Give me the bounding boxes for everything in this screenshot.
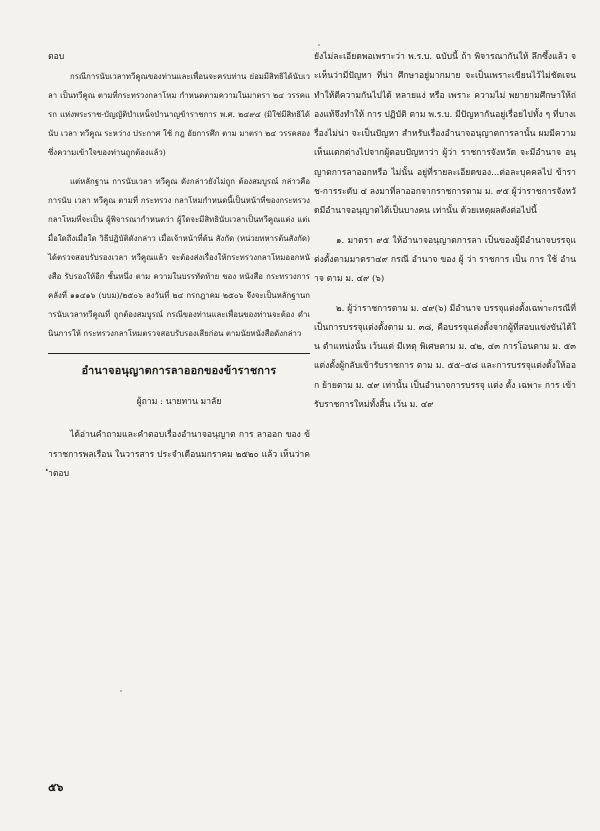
section-divider [48, 353, 310, 354]
answer-paragraph-1: กรณีการนับเวลาทวีคูณของท่านและเพื่อนจะครบท่าน ย่อมมีสิทธิได้นับเวลา เป็นทวีคูณ ตามที่กระทรวงกลาโหม กำหนดตามความในมาตรา ๒๔ วรรคแรก แห่งพระราช-บัญญัติบำเหน็จบำนาญข้าราชการ พ.ศ. ๒๔๙๔ (มิใช่มีสิทธิได้นับ เวลา ทวีคูณ ระหว่าง ประกาศ ใช้ กฎ อัยการศึก ตาม มาตรา ๒๔ วรรคสอง ซึ่งความเข้าใจของท่านถูกต้องแล้ว) [48, 72, 310, 158]
numbered-item-1: ๑. มาตรา ๙๕ ให้อำนาจอนุญาตการลา เป็นของผู้มีอำนาจบรรจุแต่งตั้งตามมาตรา๔๙ กรณี อำนาจ ของ ผู้ ว่า ราชการ เป็น การ ใช้ อำนาจ ตาม ม. ๔๙ (๖) [314, 235, 576, 285]
numbered-item-2: ๒. ผู้ว่าราชการตาม ม. ๔๙(๖) มีอำนาจ บรรจุแต่งตั้งเฉพาะกรณีที่เป็นการบรรจุแต่งตั้งตาม ม. ๓๘, คือบรรจุแต่งตั้งจากผู้ที่สอบแข่งขันได้ใน ตำแหน่งนั้น เว้นแต่ มีเหตุ พิเศษตาม ม. ๔๒, ๔๓ การโอนตาม ม. ๕๓ แต่งตั้งผู้กลับเข้ารับราชการ ตาม ม. ๕๕–๕๘ และการบรรจุแต่งตั้งให้ออก ย้ายตาม ม. ๔๙ เท่านั้น เป็นอำนาจการบรรจุ แต่ง ตั้ง เฉพาะ การ เข้า รับราชการใหม่ทั้งสิ้น เว้น ม. ๔๙ [314, 303, 576, 411]
article-heading: อำนาจอนุญาตการลาออกของข้าราชการ [81, 364, 277, 378]
question-paragraph-continued: ยังไม่ละเอียดพอเพราะว่า พ.ร.บ. ฉบับนี้ ถ้า พิจารณากันให้ ลึกซึ้งแล้ว จะเห็นว่ามีปัญหา ที่น่า ศึกษาอยู่มากมาย จะเป็นเพราะเขียนไว้ไม่ชัดเจน ทำให้ตีความกันไปได้ หลายแง่ หรือ เพราะ ความไม่ พยายามศึกษาให้ถ่องแท้จึงทำให้ การ ปฏิบัติ ตาม พ.ร.บ. มีปัญหากันอยู่เรื่อยไปทั้ง ๆ ที่บางเรื่องไม่น่า จะเป็นปัญหา สำหรับเรื่องอำนาจอนุญาตการลานั้น ผมมีความเห็นแตกต่างไปจากผู้ตอบปัญหาว่า ผู้ว่า ราชการจังหวัด จะมีอำนาจ อนุญาตการลาออกหรือ ไม่นั้น อยู่ที่รายละเอียดของ...ต่อละบุคคลไป ข้าราช-การระดับ ๔ ลงมาที่ลาออกจากราชการตาม ม. ๙๕ ผู้ว่าราชการจังหวัดมีอำนาจอนุญาตได้เป็นบางคน เท่านั้น ด้วยเหตุผลดังต่อไปนี้ [314, 52, 576, 217]
question-paragraph: ได้อ่านคำถามและคำตอบเรื่องอำนาจอนุญาต การ ลาออก ของ ข้าราชการพลเรือน ในวารสาร ประจำเดือนมกราคม ๒๕๒๐ แล้ว เห็นว่าคำตอบ [48, 430, 310, 479]
print-speck [318, 44, 320, 46]
author-line: ผู้ถาม : นายทาน มาลัย [136, 397, 222, 408]
print-speck [540, 300, 542, 302]
answer-label: ตอบ [48, 52, 65, 62]
answer-paragraph-2: แต่หลักฐาน การนับเวลา ทวีคูณ ดังกล่าวยังไม่ถูก ต้องสมบูรณ์ กล่าวคือ การนับ เวลา ทวีคูณ ตามที่ กระทรวง กลาโหมกำหนดนี้เป็นหน้าที่ของกระทรวงกลาโหมที่จะเป็น ผู้พิจารณากำหนดว่า ผู้ใดจะมีสิทธินับเวลาเป็นทวีคูณแต่ง แต่เมื่อใดถึงเมื่อใด วิธีปฏิบัติดังกล่าว เมื่อเจ้าหน้าที่ต้น สังกัด (หน่วยทหารต้นสังกัด) ได้ตรวจสอบรับรองเวลา ทวีคูณแล้ว จะต้องส่งเรื่องให้กระทรวงกลาโหมออกหนังสือ รับรองให้อีก ชั้นหนึ่ง ตาม ความในบรรทัดท้าย ของ หนังสือ กระทรวงการคลังที่ ๑๑๔๑๖ (บบม)/๒๕๐๖ ลงวันที่ ๒๔ กรกฎาคม ๒๕๐๖ จึงจะเป็นหลักฐานการนับเวลาทวีคูณที่ ถูกต้องสมบูรณ์ กรณีของท่านและเพื่อนของท่านจะต้อง ดำเนินการให้ กระทรวงกลาโหมตรวจสอบรับรองเสียก่อน ตามนัยหนังสือดังกล่าว [48, 177, 310, 339]
right-column [314, 48, 576, 415]
left-column [48, 48, 310, 484]
page-number: ๕๖ [48, 781, 64, 794]
print-speck [120, 690, 122, 692]
